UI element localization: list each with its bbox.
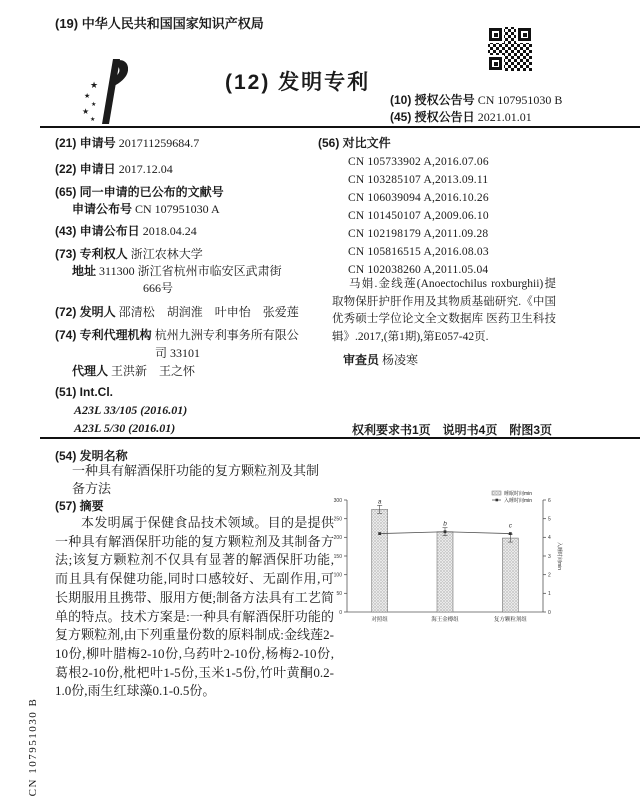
publication-date-value: 2018.04.24 [142, 224, 197, 238]
svg-text:c: c [508, 522, 512, 530]
patentee-label: (73) 专利权人 [55, 247, 128, 261]
svg-text:a: a [377, 498, 382, 506]
npl-citation: 马娟.金线莲(Anoectochilus roxburghii)提取物保肝护肝作用及其物质基础研究.《中国优秀硕士学位论文全文数据库 医药卫生科技辑》.2017,(第1期),第E057-42页. [332, 278, 556, 343]
svg-text:250: 250 [333, 516, 342, 523]
abstract-text: 本发明属于保健食品技术领域。目的是提供一种具有解酒保肝功能的复方颗粒剂及其制备方法;该复方颗粒剂不仅具有显著的解酒保肝功能,而且具有保健功能,同时口感较好、无副作用,可长期服用且携带、服用方便;制备方法具有工艺简单的特点。技术方案是:一种具有解酒保肝功能的复方颗粒剂,由下列重量份数的原料制成:金线莲2-10份,柳叶腊梅2-10份,乌药叶2-10份,杨梅2-10份,葛根2-10份,枇杷叶1-5份,玉米1-5份,竹叶黄酮0.2-1.0份,雨生红球藻0.1-0.5份。 [55, 515, 334, 699]
ipc-class-1: A23L 33/105 (2016.01) [74, 403, 188, 417]
grant-date-line [390, 108, 532, 125]
citation-row: CN 102038260 A,2011.05.04 [348, 264, 489, 276]
prior-publication-label: (65) 同一申请的已公布的文献号 [55, 185, 224, 199]
svg-text:★: ★ [90, 80, 99, 90]
svg-text:海王金樽组: 海王金樽组 [431, 617, 459, 623]
citation-row: CN 103285107 A,2013.09.11 [348, 174, 489, 186]
agency-label: (74) 专利代理机构 [55, 328, 152, 342]
application-date-value: 2017.12.04 [118, 162, 173, 176]
field-application-date [55, 160, 173, 177]
citation-row: CN 106039094 A,2016.10.26 [348, 192, 489, 204]
application-number-label: (21) 申请号 [55, 136, 116, 150]
publication-date-label: (43) 申请公布日 [55, 224, 140, 238]
svg-text:1: 1 [548, 591, 551, 598]
grant-date-value: 2021.01.01 [477, 110, 532, 124]
citation-row: CN 102198179 A,2011.09.28 [348, 228, 489, 240]
agency-value: 杭州九洲专利事务所有限公 [154, 328, 299, 342]
inventors-label: (72) 发明人 [55, 305, 116, 319]
svg-text:50: 50 [336, 591, 342, 598]
svg-text:入睡时间min: 入睡时间min [556, 541, 562, 571]
patent-office-name: (19) 中华人民共和国国家知识产权局 [55, 16, 264, 31]
inventors-value: 邵清松 胡润淮 叶申怡 张爱莲 [118, 305, 299, 319]
svg-text:5: 5 [548, 516, 551, 523]
invention-title-label: (54) 发明名称 [55, 449, 128, 463]
header-divider-line [40, 126, 640, 128]
application-date-label: (22) 申请日 [55, 162, 116, 176]
svg-text:0: 0 [339, 609, 342, 616]
body-divider-line [40, 437, 640, 439]
side-document-number: CN 107951030 B [27, 697, 39, 797]
svg-text:150: 150 [333, 553, 342, 560]
document-kind-title: (12) 发明专利 [225, 71, 371, 94]
field-examiner [343, 351, 418, 368]
publication-number-label: 申请公布号 [72, 202, 133, 216]
abstract-label: (57) 摘要 [55, 499, 104, 513]
field-application-number [55, 134, 199, 151]
svg-text:6: 6 [548, 497, 551, 504]
invention-title: 一种具有解酒保肝功能的复方颗粒剂及其制备方法 [72, 463, 320, 496]
svg-text:100: 100 [333, 572, 342, 579]
svg-text:睡眠时间min: 睡眠时间min [504, 491, 533, 497]
svg-text:对照组: 对照组 [371, 617, 388, 623]
svg-text:★: ★ [82, 107, 90, 116]
citations-label: (56) 对比文件 [318, 136, 391, 150]
svg-text:★: ★ [84, 93, 91, 100]
svg-text:复方颗粒剂组: 复方颗粒剂组 [493, 617, 527, 623]
field-agency [55, 326, 299, 343]
field-prior-publication [55, 183, 224, 200]
svg-text:入睡时间min: 入睡时间min [504, 498, 533, 504]
qr-code [487, 26, 533, 72]
cnipa-logo-icon [78, 56, 128, 126]
field-inventors [55, 303, 299, 320]
grant-date-label: (45) 授权公告日 [390, 110, 475, 124]
citation-row: CN 105733902 A,2016.07.06 [348, 156, 489, 168]
field-address [72, 262, 282, 279]
svg-text:0: 0 [548, 609, 551, 616]
intcl-label: (51) Int.Cl. [55, 385, 114, 399]
publication-number-value: CN 107951030 A [135, 202, 220, 216]
svg-text:★: ★ [91, 102, 97, 108]
citation-row: CN 101450107 A,2009.06.10 [348, 210, 489, 222]
grant-number-label: (10) 授权公告号 [390, 93, 475, 107]
patentee-value: 浙江农林大学 [130, 247, 203, 261]
field-publication-date [55, 222, 197, 239]
application-number-value: 201711259684.7 [118, 136, 200, 150]
svg-text:4: 4 [548, 535, 551, 542]
examiner-value: 杨凌寒 [382, 353, 419, 367]
agency-value-line2: 司 33101 [155, 346, 201, 360]
svg-text:b: b [443, 520, 447, 528]
field-agents [72, 362, 195, 379]
svg-text:300: 300 [333, 497, 342, 504]
grant-number-line [390, 91, 562, 108]
grant-number-value: CN 107951030 B [477, 93, 563, 107]
svg-text:3: 3 [548, 553, 551, 560]
abstract-figure-chart [330, 487, 644, 649]
field-patentee [55, 245, 203, 262]
address-label: 地址 [72, 264, 97, 278]
field-publication-number [72, 200, 220, 217]
svg-text:200: 200 [333, 535, 342, 542]
svg-text:2: 2 [548, 572, 551, 579]
svg-text:★: ★ [90, 117, 96, 123]
agents-value: 王洪新 王之怀 [111, 364, 196, 378]
address-value: 311300 浙江省杭州市临安区武肃街 [99, 264, 282, 278]
pages-note: 权利要求书1页 说明书4页 附图3页 [352, 423, 553, 437]
examiner-label: 审查员 [343, 353, 380, 367]
ipc-class-2: A23L 5/30 (2016.01) [74, 421, 176, 435]
citation-row: CN 105816515 A,2016.08.03 [348, 246, 489, 258]
agents-label: 代理人 [72, 364, 109, 378]
address-value-line2: 666号 [143, 281, 174, 295]
